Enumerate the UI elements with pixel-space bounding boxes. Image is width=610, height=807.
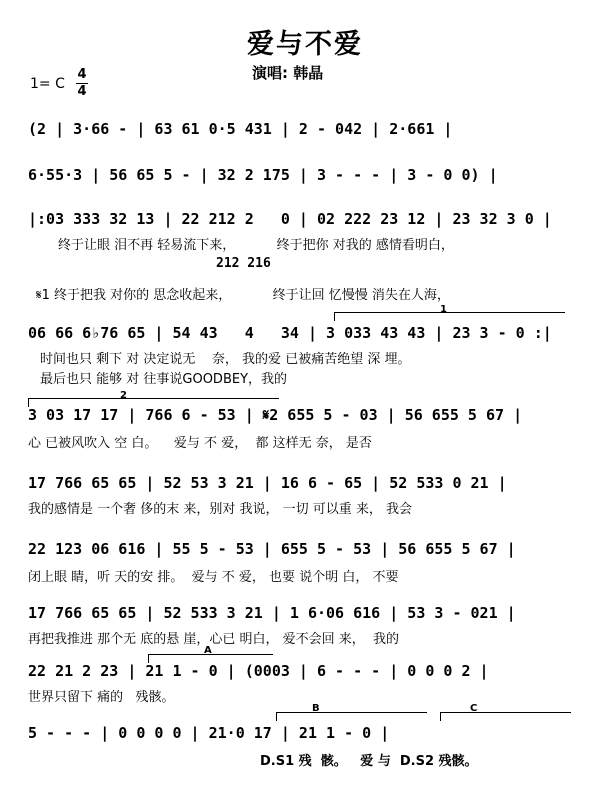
- time-signature: [76, 68, 88, 99]
- notation-row-7: 17 766 65 65 | 52 53 3 21 | 16 6 - 65 | 52 533 0 21 |: [28, 474, 507, 492]
- volta-2-label: 2: [120, 390, 127, 401]
- lyric-row-8: 闭上眼 睛，听 天的安 排。 爱与 不 爱， 也要 说个明 白， 不要: [28, 570, 399, 585]
- segment-c-label: C: [470, 703, 478, 714]
- notation-row-4: 212 216: [216, 256, 271, 271]
- segment-b-bracket: [276, 712, 427, 721]
- volta-1-label: 1: [440, 304, 447, 315]
- time-numerator: 4: [77, 67, 87, 82]
- notation-row-10: 22 21 2 23 | 21 1 - 0 | (0003 | 6 - - - | 0 0 0 2 |: [28, 662, 489, 680]
- notation-row-5: 06 66 6♭76 65 | 54 43 4 34 | 3 033 43 43 | 23 3 - 0 :|: [28, 324, 552, 342]
- singer-credit: 演唱: 韩晶: [252, 64, 324, 82]
- lyric-row-4: 𝄋1 终于把我 对你的 思念收起来， 终于让回 忆慢慢 消失在人海，: [36, 288, 450, 303]
- notation-row-11: 5 - - - | 0 0 0 0 | 21·0 17 | 21 1 - 0 |: [28, 724, 390, 742]
- segment-b-label: B: [312, 703, 320, 714]
- time-denominator: 4: [77, 84, 87, 99]
- lyric-row-3: 终于让眼 泪不再 轻易流下来， 终于把你 对我的 感情看明白，: [58, 238, 454, 253]
- lyric-row-10: 世界只留下 痛的 残骸。: [28, 690, 175, 705]
- notation-row-8: 22 123 06 616 | 55 5 - 53 | 655 5 - 53 | 56 655 5 67 |: [28, 540, 516, 558]
- lyric-row-7: 我的感情是 一个奢 侈的末 来，别对 我说， 一切 可以重 来， 我会: [28, 502, 413, 517]
- lyric-row-5: 时间也只 剩下 对 决定说无 奈， 我的爱 已被痛苦绝望 深 埋。: [40, 352, 411, 367]
- notation-row-3: |:03 333 32 13 | 22 212 2 0 | 02 222 23 12 | 23 32 3 0 |: [28, 210, 552, 228]
- volta-1-bracket: [334, 312, 565, 321]
- lyric-row-11: D.S1 残 骸。 爱 与 D.S2 残骸。: [260, 754, 478, 769]
- segment-a-label: A: [204, 645, 212, 656]
- lyric-row-5b: 最后也只 能够 对 往事说GOODBEY，我的: [40, 372, 288, 387]
- song-title: 爱与不爱: [247, 29, 363, 60]
- notation-row-9: 17 766 65 65 | 52 533 3 21 | 1 6·06 616 | 53 3 - 021 |: [28, 604, 516, 622]
- lyric-row-6: 心 已被风吹入 空 白。 爱与 不 爱， 都 这样无 奈， 是否: [28, 436, 372, 451]
- lyric-row-9: 再把我推进 那个无 底的悬 崖，心已 明白， 爱不会回 来， 我的: [28, 632, 400, 647]
- notation-row-6: 3 03 17 17 | 766 6 - 53 | 𝄋2 655 5 - 03 | 56 655 5 67 |: [28, 406, 523, 424]
- notation-row-1: (2 | 3·66 - | 63 61 0·5 431 | 2 - 042 | 2·661 |: [28, 120, 453, 138]
- key-signature: 1= C: [30, 76, 65, 92]
- notation-row-2: 6·55·3 | 56 65 5 - | 32 2 175 | 3 - - - | 3 - 0 0) |: [28, 166, 498, 184]
- segment-c-bracket: [440, 712, 571, 721]
